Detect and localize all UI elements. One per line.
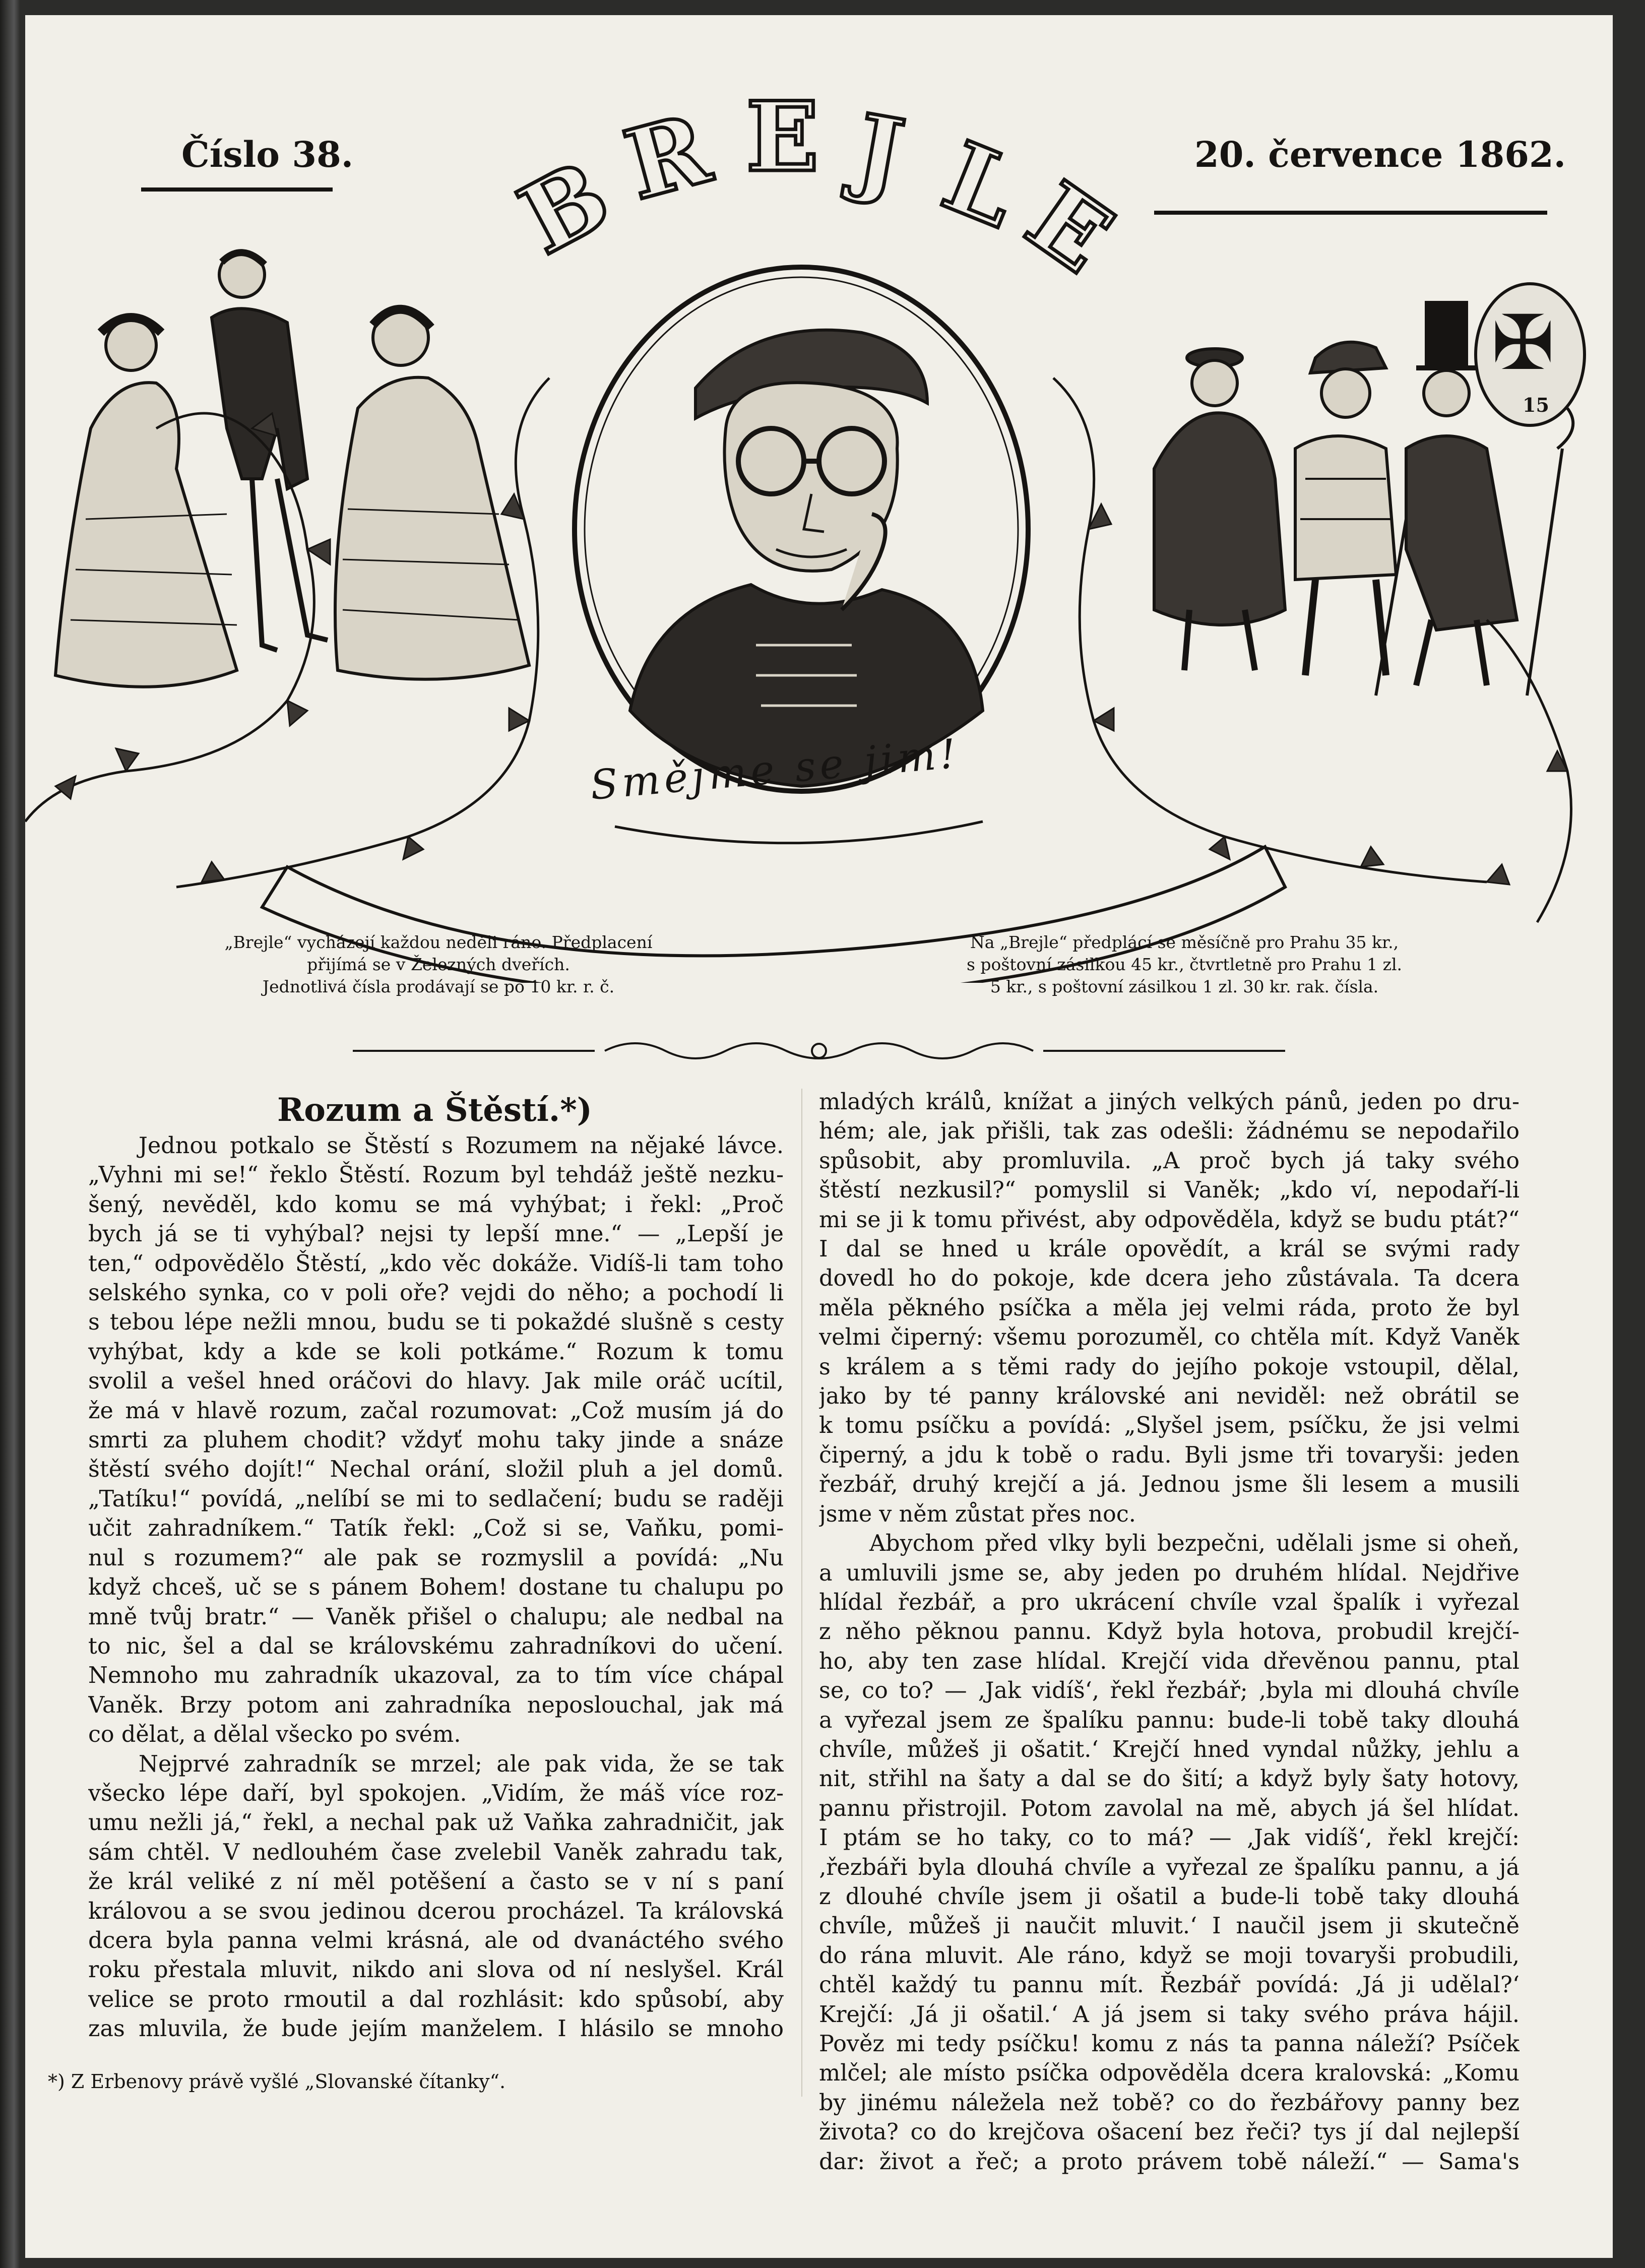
article-text-line: řezbář, druhý krejčí a já. Jednou jsme šli lesem a musili: [819, 1472, 1520, 1498]
subscription-left-line: přijímá se v Železných dveřích.: [307, 955, 570, 974]
masthead-illustration: [25, 166, 1588, 983]
article-text-line: mlčel; ale místo psíčka odpověděla dcera kralovská: „Komu: [819, 2060, 1520, 2087]
article-text-line: by jinému náležela než tobě? co do řezbářovy panny bez: [819, 2090, 1520, 2116]
article-text-line: I ptám se ho taky, co to má? — ‚Jak vidíš‘, řekl krejčí:: [819, 1825, 1520, 1851]
article-text-line: chtěl každý tu pannu mít. Řezbář povídá: ‚Já ji udělal?‘: [819, 1972, 1520, 1998]
article-text-line: se, co to? — ‚Jak vidíš‘, řekl řezbář; ‚byla mi dlouhá chvíle: [819, 1678, 1520, 1704]
article-text-line: „Tatíku!“ povídá, „nelíbí se mi to sedlačení; budu se raději: [88, 1486, 784, 1512]
article-text-line: že král veliké z ní měl potěšení a často se v ní s paní: [88, 1869, 784, 1895]
article-text-line: jako by té panny královské ani neviděl: než obrátil se: [819, 1383, 1520, 1410]
title-letter-e2: E: [1007, 160, 1132, 295]
article-footnote: *) Z Erbenovy právě vyšlé „Slovanské čítanky“.: [48, 2070, 506, 2093]
article-text-line: bych já se ti vyhýbal? nejsi ty lepší mne.“ — „Lepší je: [88, 1221, 784, 1247]
article-text-line: štěstí svého dojít!“ Nechal orání, složil pluh a jel domů.: [88, 1457, 784, 1483]
article-text-line: nit, střihl na šaty a dal se do šití; a když byly šaty hotovy,: [819, 1766, 1520, 1792]
bespectacled-man-portrait: [630, 330, 983, 786]
article-text-line: že má v hlavě rozum, začal rozumovat: „Což musím já do: [88, 1398, 784, 1424]
article-text-line: Pověz mi tedy psíčku! komu z nás ta panna náleží? Psíček: [819, 2031, 1520, 2057]
article-text-line: hlídal řezbář, a pro ukrácení chvíle vzal špalík i vyřezal: [819, 1589, 1520, 1615]
article-text-line: a vyřezal jsem ze špalíku pannu: bude-li tobě taky dlouhá: [819, 1707, 1520, 1733]
article-text-line: co dělat, a dělal všecko po svém.: [88, 1722, 461, 1748]
article-text-line: když chceš, uč se s pánem Bohem! dostane tu chalupu po: [88, 1574, 784, 1601]
article-text-line: s tebou lépe nežli mnou, budu se ti pokaždé slušně s cesty: [88, 1309, 784, 1336]
article-text-line: a umluvili jsme se, aby jeden po druhém hlídal. Nejdřive: [819, 1560, 1520, 1586]
article-text-line: učit zahradníkem.“ Tatík řekl: „Což si se, Vaňku, pomi-: [88, 1516, 784, 1542]
article-right-column: [819, 1088, 1520, 2177]
title-letter-e1: E: [746, 81, 819, 193]
article-text-line: Vaněk. Brzy potom ani zahradníka neposlouchal, jak má: [88, 1692, 784, 1718]
ornamental-divider: [353, 1036, 1285, 1066]
article-text-line: to nic, šel a dal se královskému zahradníkovi do učení.: [88, 1633, 784, 1659]
article-text-line: chvíle, můžeš ji naučit mluvit.‘ I naučil jsem ji skutečně: [819, 1913, 1520, 1939]
article-text-line: nul s rozumem?“ ale pak se rozmyslil a povídá: „Nu: [88, 1545, 784, 1571]
article-text-line: z něho pěknou pannu. Když byla hotova, probudil krejčí-: [819, 1619, 1520, 1645]
subscription-note-left: [171, 931, 706, 998]
title-letter-r: R: [614, 92, 721, 222]
ladies-and-gentleman-group: [55, 252, 529, 687]
title-letter-j: J: [847, 92, 912, 212]
article-text-line: života? co do krejčova ošacení bez řeči? tys jí dal nejlepší: [819, 2119, 1520, 2146]
article-text-line: mně tvůj bratr.“ — Vaněk přišel o chalupu; ale nedbal na: [88, 1604, 784, 1630]
issue-date: 20. července 1862.: [1194, 134, 1566, 175]
article-text-line: ten,“ odpovědělo Štěstí, „kdo věc dokáže. Vidíš-li tam toho: [88, 1250, 784, 1277]
article-text-line: čiperný, a jdu k tobě o radu. Byli jsme tři tovaryši: jeden: [819, 1442, 1520, 1468]
article-text-line: zas mluvila, že bude jejím manželem. I hlásilo se mnoho: [88, 2016, 784, 2042]
article-text-line: spůsobit, aby promluvila. „A proč bych já taky svého: [819, 1148, 1520, 1174]
article-text-line: z dlouhé chvíle jsem ji ošatil a bude-li tobě taky dlouhá: [819, 1883, 1520, 1910]
article-text-line: mi se ji k tomu přivést, aby odpověděla, když se budu ptát?“: [819, 1207, 1520, 1233]
article-text-line: pannu přistrojil. Potom zavolal na mě, abych já šel hlídat.: [819, 1795, 1520, 1821]
article-text-line: Nejprvé zahradník se mrzel; ale pak vida, že se tak: [139, 1751, 784, 1777]
article-text-line: velice se proto rmoutil a dal rozhlásit: kdo spůsobí, aby: [88, 1986, 784, 2012]
article-text-line: roku přestala mluvit, nikdo ani slova od ní neslyšel. Král: [88, 1957, 784, 1983]
article-text-line: s králem a s těmi rady do jejího pokoje vstoupil, dělal,: [819, 1354, 1520, 1380]
article-text-line: dovedl ho do pokoje, kde dcera jeho zůstávala. Ta dcera: [819, 1266, 1520, 1292]
article-text-line: smrti za pluhem chodit? vždyť mohu taky jinde a snáze: [88, 1427, 784, 1454]
subscription-left-line: „Brejle“ vycházejí každou neděli ráno. Předplacení: [224, 932, 653, 952]
column-divider: [801, 1089, 802, 2097]
article-text-line: mladých králů, knížat a jiných velkých pánů, jeden po dru-: [819, 1089, 1520, 1115]
title-letter-b: B: [502, 139, 627, 276]
page-edge-shadow: [0, 0, 20, 2268]
article-text-line: velmi čiperný: všemu porozuměl, co chtěla mít. Když Vaněk: [819, 1325, 1520, 1351]
article-text-line: umu nežli já,“ řekl, a nechal pak už Vaňka zahradničit, jak: [88, 1810, 784, 1836]
article-text-line: štěstí nezkusil?“ pomyslil si Vaněk; „kdo ví, nepodaří-li: [819, 1177, 1520, 1204]
article-text-line: dcera byla panna velmi krásná, ale od dvanáctého svého: [88, 1927, 784, 1954]
article-text-line: k tomu psíčku a povídá: „Slyšel jsem, psíčku, že jsi velmi: [819, 1413, 1520, 1439]
article-title: Rozum a Štěstí.*): [277, 1091, 592, 1129]
article-text-line: všecko lépe daří, byl spokojen. „Vidím, že máš více roz-: [88, 1780, 784, 1806]
article-text-line: hém; ale, jak přišli, tak zas odešli: žádnému se nepodařilo: [819, 1118, 1520, 1145]
article-text-line: Jednou potkalo se Štěstí s Rozumem na nějaké lávce.: [139, 1133, 784, 1159]
double-eagle-icon: ✠: [1491, 299, 1555, 387]
article-text-line: šený, nevěděl, kdo komu se má vyhýbat; i řekl: „Proč: [88, 1191, 784, 1218]
article-text-line: svolil a vešel hned oráčovi do hlavy. Jak mile oráč ucítil,: [88, 1368, 784, 1395]
article-text-line: Nemnoho mu zahradník ukazoval, za to tím více chápal: [88, 1663, 784, 1689]
article-text-line: selského synka, co v poli oře? vejdi do něho; a pochodí li: [88, 1280, 784, 1306]
masthead-motto: Smějme se jim!: [588, 730, 962, 809]
article-text-line: ho, aby ten zase hlídal. Krejčí vida dřevěnou pannu, ptal: [819, 1648, 1520, 1674]
subscription-note-right: [892, 931, 1477, 998]
issue-number: Číslo 38.: [181, 134, 354, 175]
article-text-line: „Vyhni mi se!“ řeklo Štěstí. Rozum byl tehdáž ještě nezku-: [88, 1162, 784, 1188]
article-left-column: [88, 1131, 784, 2044]
article-text-line: dar: život a řeč; a proto právem tobě náleží.“ — Sama's: [819, 2149, 1520, 2175]
article-text-line: královou a se svou jedinou dcerou procházel. Ta královská: [88, 1898, 784, 1924]
article-text-line: měla pěkného psíčka a měla jej velmi ráda, proto že byl: [819, 1295, 1520, 1321]
article-text-line: Abychom před vlky byli bezpečni, udělali jsme si oheň,: [869, 1531, 1520, 1557]
article-text-line: Krejčí: ‚Já ji ošatil.‘ A já jsem si taky svého práva hájil.: [819, 2001, 1520, 2028]
subscription-right-line: s poštovní zásilkou 45 kr., čtvrtletně pro Prahu 1 zl.: [966, 955, 1403, 974]
article-text-line: chvíle, můžeš ji ošatit.‘ Krejčí hned vyndal nůžky, jehlu a: [819, 1736, 1520, 1762]
article-text-line: ‚řezbáři byla dlouhá chvíle a vyřezal ze špalíku pannu, a já: [819, 1854, 1520, 1880]
article-text-line: do rána mluvit. Ale ráno, když se moji tovaryši probudili,: [819, 1942, 1520, 1969]
subscription-right-line: 5 kr., s poštovní zásilkou 1 zl. 30 kr. rak. čísla.: [990, 977, 1379, 996]
tax-stamp: [1474, 282, 1586, 427]
article-text-line: sám chtěl. V nedlouhém čase zvelebil Vaněk zahradu tak,: [88, 1839, 784, 1865]
subscription-right-line: Na „Brejle“ předplácí se měsíčně pro Prahu 35 kr.,: [970, 932, 1399, 952]
article-text-line: jsme v něm zůstat přes noc.: [819, 1501, 1136, 1527]
article-text-line: vyhýbat, kdy a kde se koli potkáme.“ Rozum k tomu: [88, 1339, 784, 1365]
stamp-value: 15: [1523, 394, 1549, 416]
article-text-line: I dal se hned u krále opovědít, a král se svými rady: [819, 1236, 1520, 1263]
title-letter-l: L: [929, 120, 1034, 249]
subscription-left-line: Jednotlivá čísla prodávají se po 10 kr. r. č.: [262, 977, 615, 996]
